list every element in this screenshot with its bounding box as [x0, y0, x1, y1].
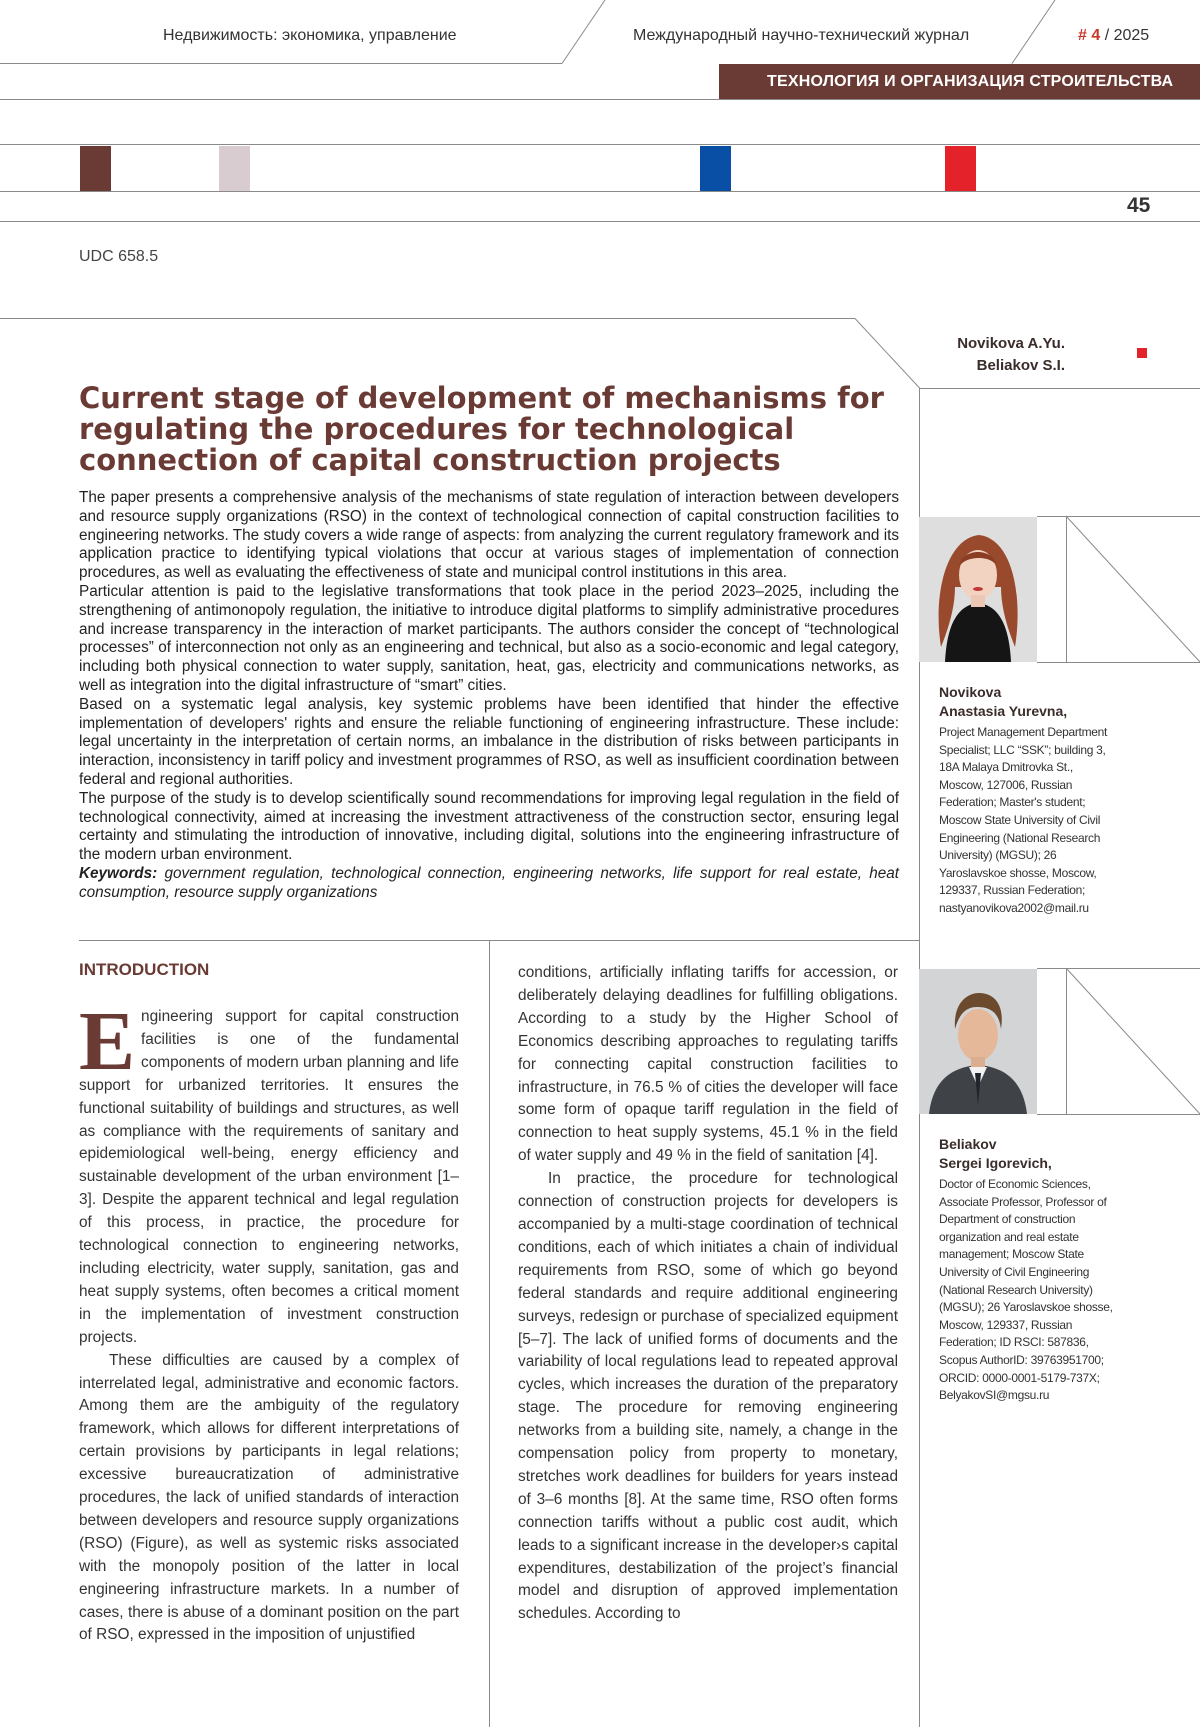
author-2-details — [939, 1135, 1134, 1405]
author-1-info: Project Management Department Specialist; LLC “SSK”; building 3, 18A Malaya Dmitrovka St., Moscow, 127006, Russian Federation; Master's student; Moscow State University of Civil Engineering (National Research University) (MGSU); 26 Yaroslavskoe shosse, Moscow, 129337, Russian Federation; nastyanovikova2002@mail.ru — [939, 725, 1108, 915]
author-1-details — [939, 683, 1134, 918]
abstract-p3: Based on a systematic legal analysis, key systemic problems have been identified that hinder the effective implementation of developers' rights and ensure the reliable functioning of engineering infrastructure. These include: legal uncertainty in the interpretation of certain norms, an imbalance in the distribution of risks between participants in interaction, inconsistency in tariff policy and investment programmes of RSO, as well as insufficient coordination between federal and regional authorities. — [79, 695, 899, 788]
intro-p1-text: ngineering support for capital construction facilities is one of the fundamental components of modern urban planning and life support for urbanized territories. It ensures the functional suitability of buildings and structures, as well as compliance with the requirements of sanitary and epidemiological well-being, energy efficiency and sustainable development of the urban environment [1–3]. Despite the apparent technical and legal regulation of this process, in practice, the procedure for technological connection to engineering networks, including electricity, water supply, sanitation, gas and heat supply systems, often becomes a critical moment in the implementation of investment construction projects. — [79, 1008, 459, 1346]
author-1-given: Anastasia Yurevna, — [939, 703, 1068, 719]
author-1-surname: Novikova — [939, 684, 1002, 700]
article-title: Current stage of development of mechanisms for regulating the procedures for technological connection of capital construction projects — [79, 381, 884, 477]
abstract-p4: The purpose of the study is to develop scientifically sound recommendations for improving legal regulation in the field of technological connectivity, aimed at increasing the investment attractiveness of the construction sector, ensuring legal certainty and stimulating the introduction of innovative, including digital, solutions into the engineering infrastructure of the modern urban environment. — [79, 789, 899, 864]
column-2 — [518, 962, 898, 1626]
keywords — [79, 865, 899, 903]
issue-hash: # 4 — [1078, 27, 1101, 44]
red-square-marker — [1137, 348, 1147, 358]
column-1 — [79, 995, 459, 1647]
intro-p2: These difficulties are caused by a complex of interrelated legal, administrative and economic factors. Among them are the ambiguity of the regulatory framework, which allows for different interpretations of certain provisions by participants in legal relations; excessive bureaucratization of administrative procedures, the lack of unified standards of interaction between developers and resource supply organizations (RSO) (Figure), as well as systemic risks associated with the monopoly position of the latter in local engineering infrastructure markets. In a number of cases, there is abuse of a dominant position on the part of RSO, expressed in the imposition of unjustified — [79, 1351, 459, 1644]
author-2-info: Doctor of Economic Sciences, Associate Professor, Professor of Department of construction organization and real estate management; Moscow State University of Civil Engineering (National Research University) (MGSU); 26 Yaroslavskoe shosse, Moscow, 129337, Russian Federation; ID RSCI: 587836, Scopus AuthorID: 39763951700; ORCID: 0000-0001-5179-737X; BelyakovSI@mgsu.ru — [939, 1177, 1113, 1403]
portrait-man-icon — [919, 969, 1037, 1114]
issue-year: / 2025 — [1104, 27, 1150, 44]
udc-code: UDC 658.5 — [79, 248, 159, 265]
abstract-p2: Particular attention is paid to the legislative transformations that took place in the period 2023–2025, including the strengthening of antimonopoly regulation, the initiative to introduce digital platforms to simplify administrative procedures and increase transparency in the interaction of market participants. The authors consider the concept of “technological processes” of interconnection not only as an engineering and technical, but also as a socio-economic and legal category, including both physical connection to water supply, sanitation, heat, gas, electricity and communications networks, as well as integration into the digital infrastructure of “smart” cities. — [79, 582, 899, 694]
keywords-text: government regulation, technological connection, engineering networks, life support for real estate, heat consumption, resource supply organizations — [79, 864, 899, 901]
journal-name-ru: Недвижимость: экономика, управление — [163, 27, 457, 44]
intro-p1 — [79, 995, 459, 1350]
journal-type-ru: Международный научно-технический журнал — [633, 27, 970, 44]
author-2-given: Sergei Igorevich, — [939, 1155, 1052, 1171]
intro-p3: conditions, artificially inflating tariffs for accession, or deliberately delaying deadlines for fulfilling obligations. According to a study by the Higher School of Economics describing approaches to regulating tariffs for connecting capital construction facilities to infrastructure, in 76.5 % of cities the developer will face some form of opaque tariff regulation in the field of connection to heat supply systems, 45.1 % in the field of water supply and 49 % in the field of sanitation [4]. — [518, 964, 898, 1165]
portrait-woman-icon — [919, 517, 1037, 662]
intro-p4: In practice, the procedure for technological connection of construction projects for developers is accompanied by a multi-stage coordination of technical conditions, each of which initiates a chain of individual requirements from RSO, some of which go beyond federal standards and require additional engineering surveys, redesign or purchase of specialized equipment [5–7]. The lack of unified forms of documents and the variability of local regulations lead to repeated approval cycles, which increases the duration of the preparatory stage. The procedure for removing engineering networks from a building site, namely, a change in the compensation policy from property to monetary, stretches work deadlines for builders for years instead of 3–6 months [8]. At the same time, RSO often forms connection tariffs without a public cost audit, which leads to a significant increase in the developer›s capital expenditures, destabilization of the project’s financial model and disruption of approved implementation schedules. According to — [518, 1170, 898, 1623]
keywords-label: Keywords: — [79, 864, 158, 882]
section-heading: INTRODUCTION — [79, 960, 210, 979]
author-photo-beliakov — [919, 969, 1037, 1114]
page-number: 45 — [1127, 194, 1151, 217]
section-banner: ТЕХНОЛОГИЯ И ОРГАНИЗАЦИЯ СТРОИТЕЛЬСТВА — [719, 64, 1200, 99]
abstract-p1: The paper presents a comprehensive analysis of the mechanisms of state regulation of interaction between developers and resource supply organizations (RSO) in the context of technological connection of capital construction facilities to engineering networks. The study covers a wide range of aspects: from analyzing the current regulatory framework and its application practice to identifying typical violations that occur at various stages of implementation of connection procedures, as well as evaluating the effectiveness of state and municipal control institutions in this area. — [79, 489, 899, 582]
byline — [930, 333, 1065, 377]
author-photo-novikova — [919, 517, 1037, 662]
byline-author-2: Beliakov S.I. — [976, 357, 1065, 374]
drop-cap: E — [79, 995, 136, 1088]
byline-author-1: Novikova A.Yu. — [957, 335, 1065, 352]
abstract — [79, 489, 899, 903]
author-2-surname: Beliakov — [939, 1136, 997, 1152]
